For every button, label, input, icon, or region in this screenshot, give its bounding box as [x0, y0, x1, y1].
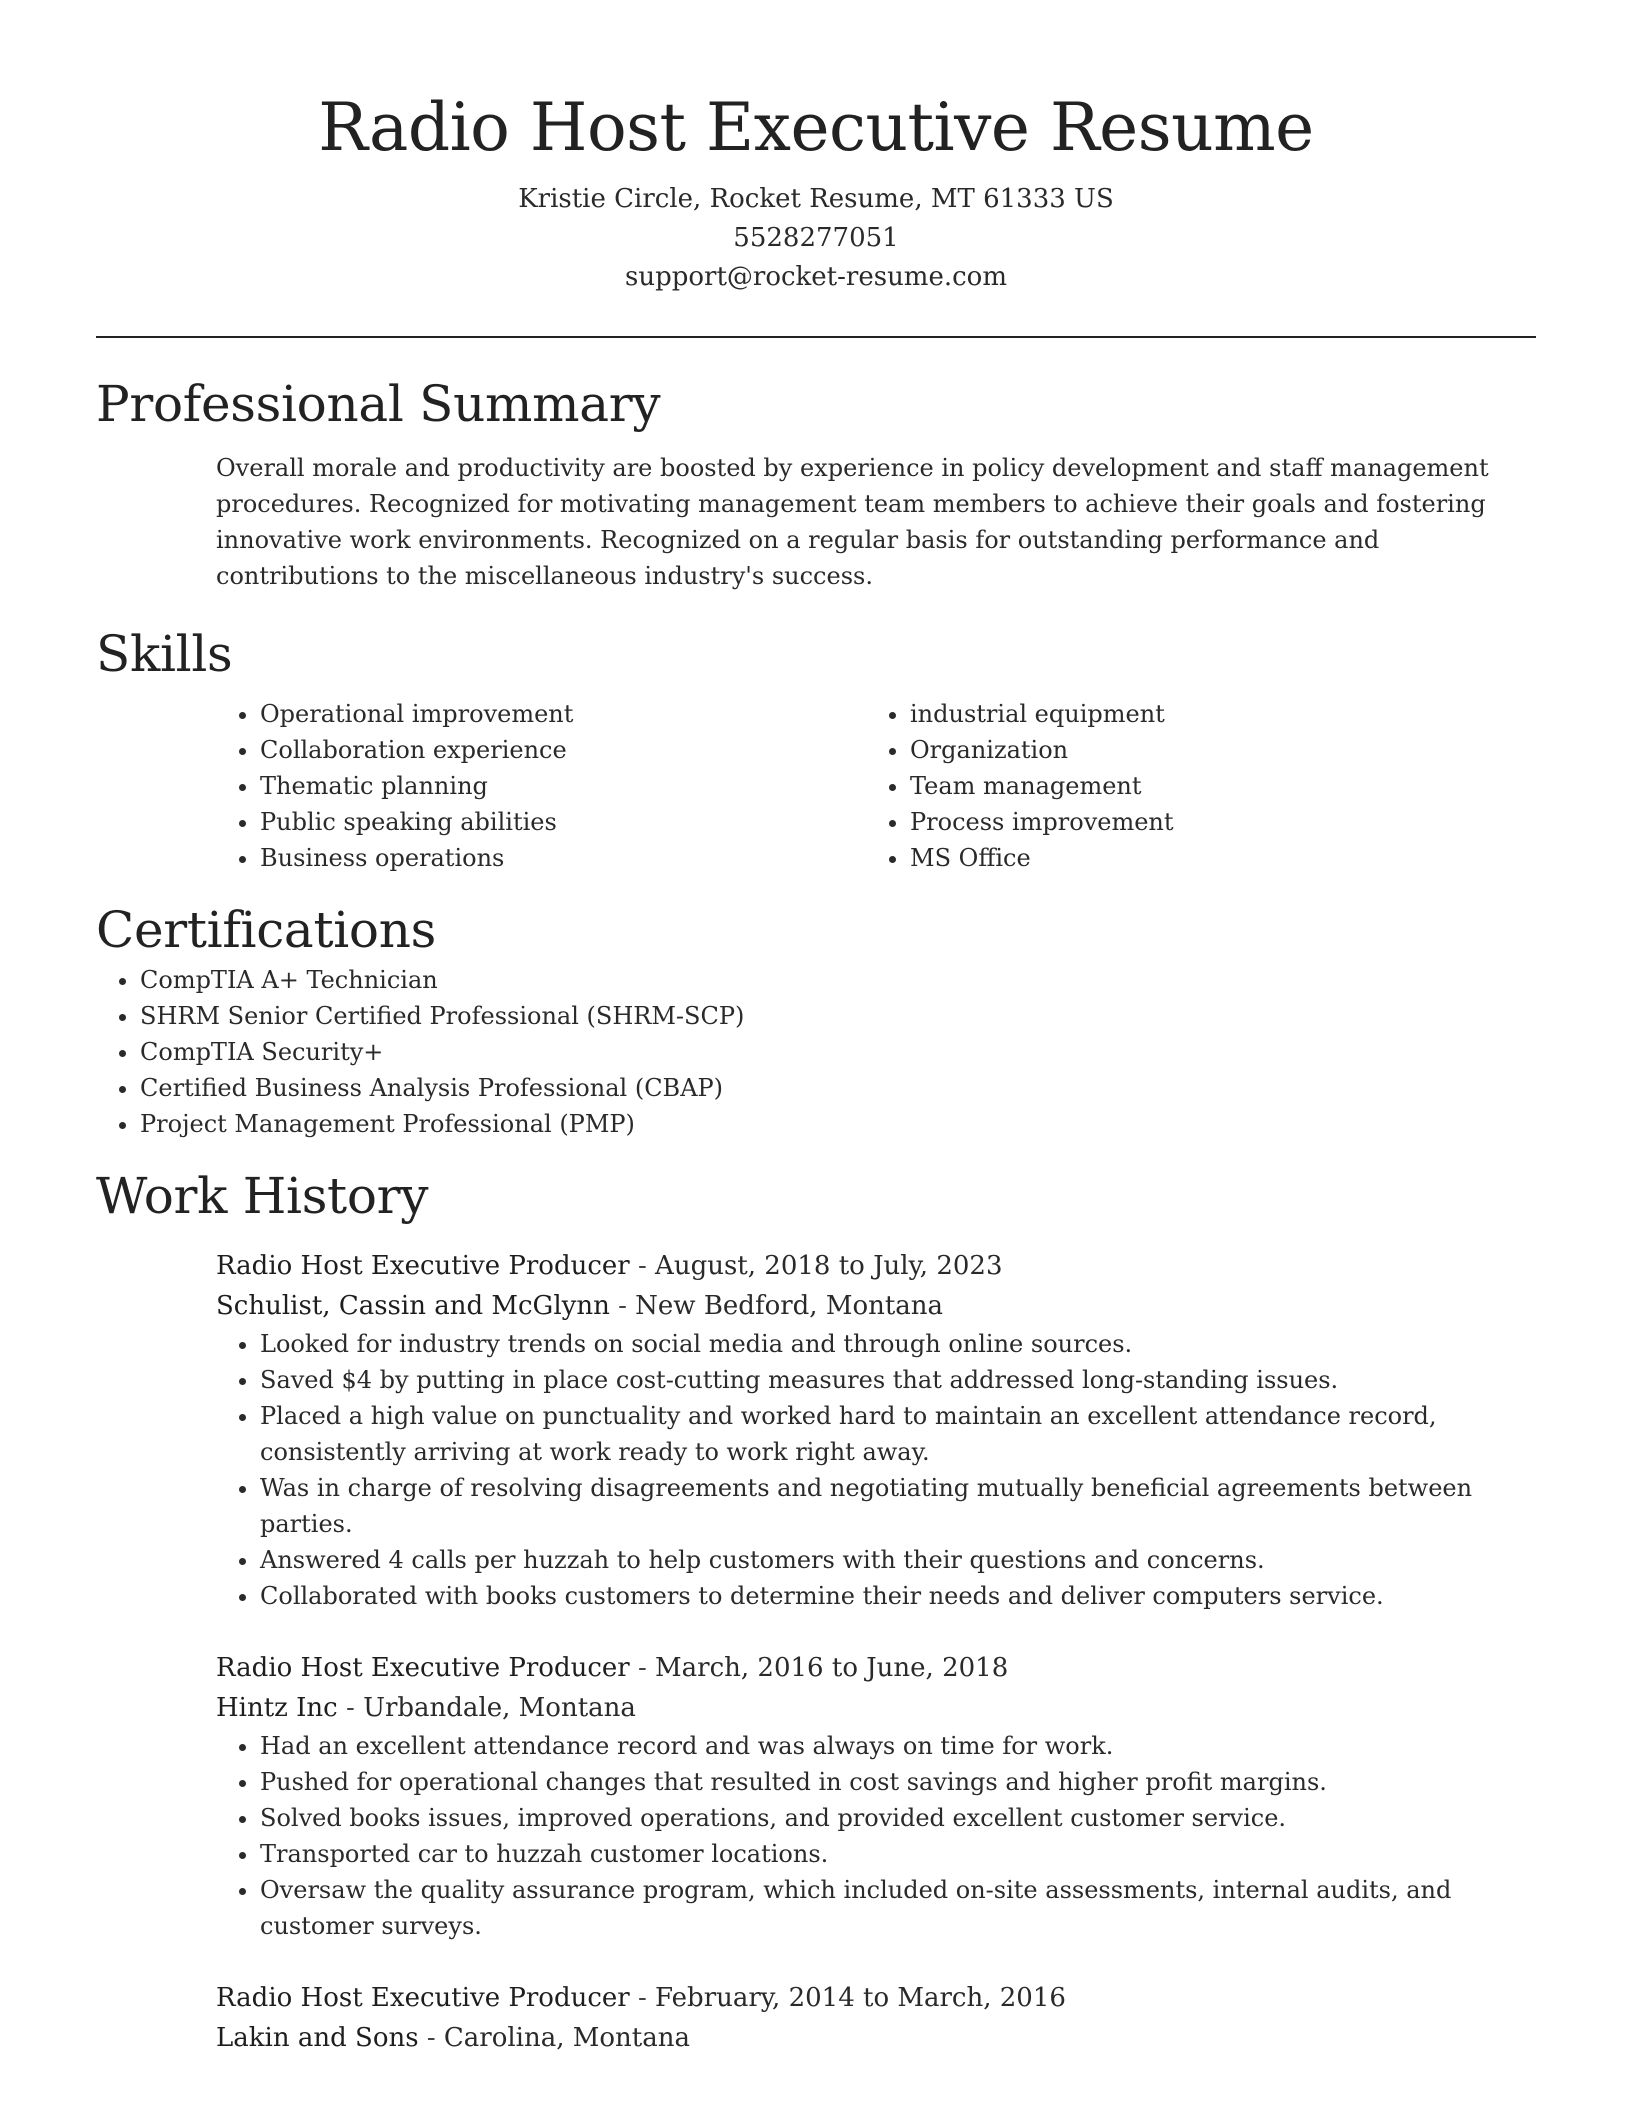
job-separator: - — [629, 1251, 656, 1281]
job-duty: • Saved $4 by putting in place cost-cutting measures that addressed long-standing issues. — [260, 1362, 1536, 1398]
certification-item: • CompTIA A+ Technician — [140, 962, 1536, 998]
certification-item: • Certified Business Analysis Professional (CBAP) — [140, 1070, 1536, 1106]
job-title-line — [216, 1978, 1536, 2018]
skill-item: • Public speaking abilities — [260, 804, 866, 840]
certifications-list — [96, 962, 1536, 1142]
job-entry-1 — [216, 1246, 1536, 1614]
job-duty: • Had an excellent attendance record and was always on time for work. — [260, 1728, 1536, 1764]
certifications-heading: Certifications — [96, 901, 436, 959]
skill-item: • Collaboration experience — [260, 732, 866, 768]
contact-address: Kristie Circle, Rocket Resume, MT 61333 US — [518, 184, 1114, 214]
skills-column-left — [216, 696, 866, 876]
job-role: Radio Host Executive Producer — [216, 1983, 630, 2013]
job-entry-2 — [216, 1648, 1536, 1944]
job-company: Lakin and Sons — [216, 2023, 419, 2053]
job-title-line — [216, 1648, 1536, 1688]
job-title-line — [216, 1246, 1536, 1286]
skill-item: • MS Office — [910, 840, 1516, 876]
job-duty: • Was in charge of resolving disagreements and negotiating mutually beneficial agreements between parties. — [260, 1470, 1536, 1542]
skills-list-left — [216, 696, 866, 876]
job-entry-3 — [216, 1978, 1536, 2058]
work-history-heading: Work History — [96, 1167, 429, 1225]
skill-item: • Process improvement — [910, 804, 1516, 840]
job-duty: • Answered 4 calls per huzzah to help customers with their questions and concerns. — [260, 1542, 1536, 1578]
job-duty: • Collaborated with books customers to determine their needs and deliver computers service. — [260, 1578, 1536, 1614]
job-dates: August, 2018 to July, 2023 — [655, 1251, 1003, 1281]
job-company-line — [216, 1688, 1536, 1728]
job-separator: - — [418, 2023, 444, 2053]
job-separator: - — [629, 1653, 656, 1683]
job-duties-list — [216, 1326, 1536, 1614]
summary-heading: Professional Summary — [96, 375, 661, 433]
skills-list-right — [866, 696, 1516, 876]
job-separator: - — [629, 1983, 656, 2013]
job-duty: • Looked for industry trends on social media and through online sources. — [260, 1326, 1536, 1362]
job-duty: • Transported car to huzzah customer locations. — [260, 1836, 1536, 1872]
job-duty: • Solved books issues, improved operations, and provided excellent customer service. — [260, 1800, 1536, 1836]
job-company-line — [216, 1286, 1536, 1326]
skills-column-right — [866, 696, 1516, 876]
skill-item: • Team management — [910, 768, 1516, 804]
certification-item: • Project Management Professional (PMP) — [140, 1106, 1536, 1142]
contact-phone: 5528277051 — [733, 223, 899, 253]
job-duty: • Pushed for operational changes that resulted in cost savings and higher profit margins. — [260, 1764, 1536, 1800]
job-role: Radio Host Executive Producer — [216, 1653, 630, 1683]
summary-text: Overall morale and productivity are boosted by experience in policy development and staff management procedures. Recognized for motivating management team members to achieve their goals and fostering innovative work environments. Recognized on a regular basis for outstanding performance and contributions to the miscellaneous industry's success. — [216, 454, 1489, 590]
contact-block — [96, 180, 1536, 297]
job-location: Carolina, Montana — [443, 2023, 690, 2053]
job-company: Schulist, Cassin and McGlynn — [216, 1291, 610, 1321]
contact-email: support@rocket-resume.com — [624, 262, 1007, 292]
certification-item: • SHRM Senior Certified Professional (SHRM-SCP) — [140, 998, 1536, 1034]
skills-heading: Skills — [96, 625, 233, 683]
skill-item: • Business operations — [260, 840, 866, 876]
job-duty: • Placed a high value on punctuality and worked hard to maintain an excellent attendance record, consistently arriving at work ready to work right away. — [260, 1398, 1536, 1470]
job-location: Urbandale, Montana — [363, 1693, 636, 1723]
job-separator: - — [609, 1291, 636, 1321]
certification-item: • CompTIA Security+ — [140, 1034, 1536, 1070]
job-duty: • Oversaw the quality assurance program, which included on-site assessments, internal audits, and customer surveys. — [260, 1872, 1536, 1944]
job-separator: - — [337, 1693, 364, 1723]
job-company: Hintz Inc — [216, 1693, 338, 1723]
job-location: New Bedford, Montana — [635, 1291, 944, 1321]
job-duties-list — [216, 1728, 1536, 1944]
job-company-line — [216, 2018, 1536, 2058]
skill-item: • Operational improvement — [260, 696, 866, 732]
resume-page — [96, 0, 1536, 2058]
job-dates: February, 2014 to March, 2016 — [655, 1983, 1066, 2013]
skills-grid — [216, 696, 1536, 876]
skill-item: • Thematic planning — [260, 768, 866, 804]
skill-item: • Organization — [910, 732, 1516, 768]
resume-title: Radio Host Executive Resume — [318, 89, 1314, 166]
job-role: Radio Host Executive Producer — [216, 1251, 630, 1281]
header-divider — [96, 336, 1536, 338]
skill-item: • industrial equipment — [910, 696, 1516, 732]
job-dates: March, 2016 to June, 2018 — [655, 1653, 1009, 1683]
